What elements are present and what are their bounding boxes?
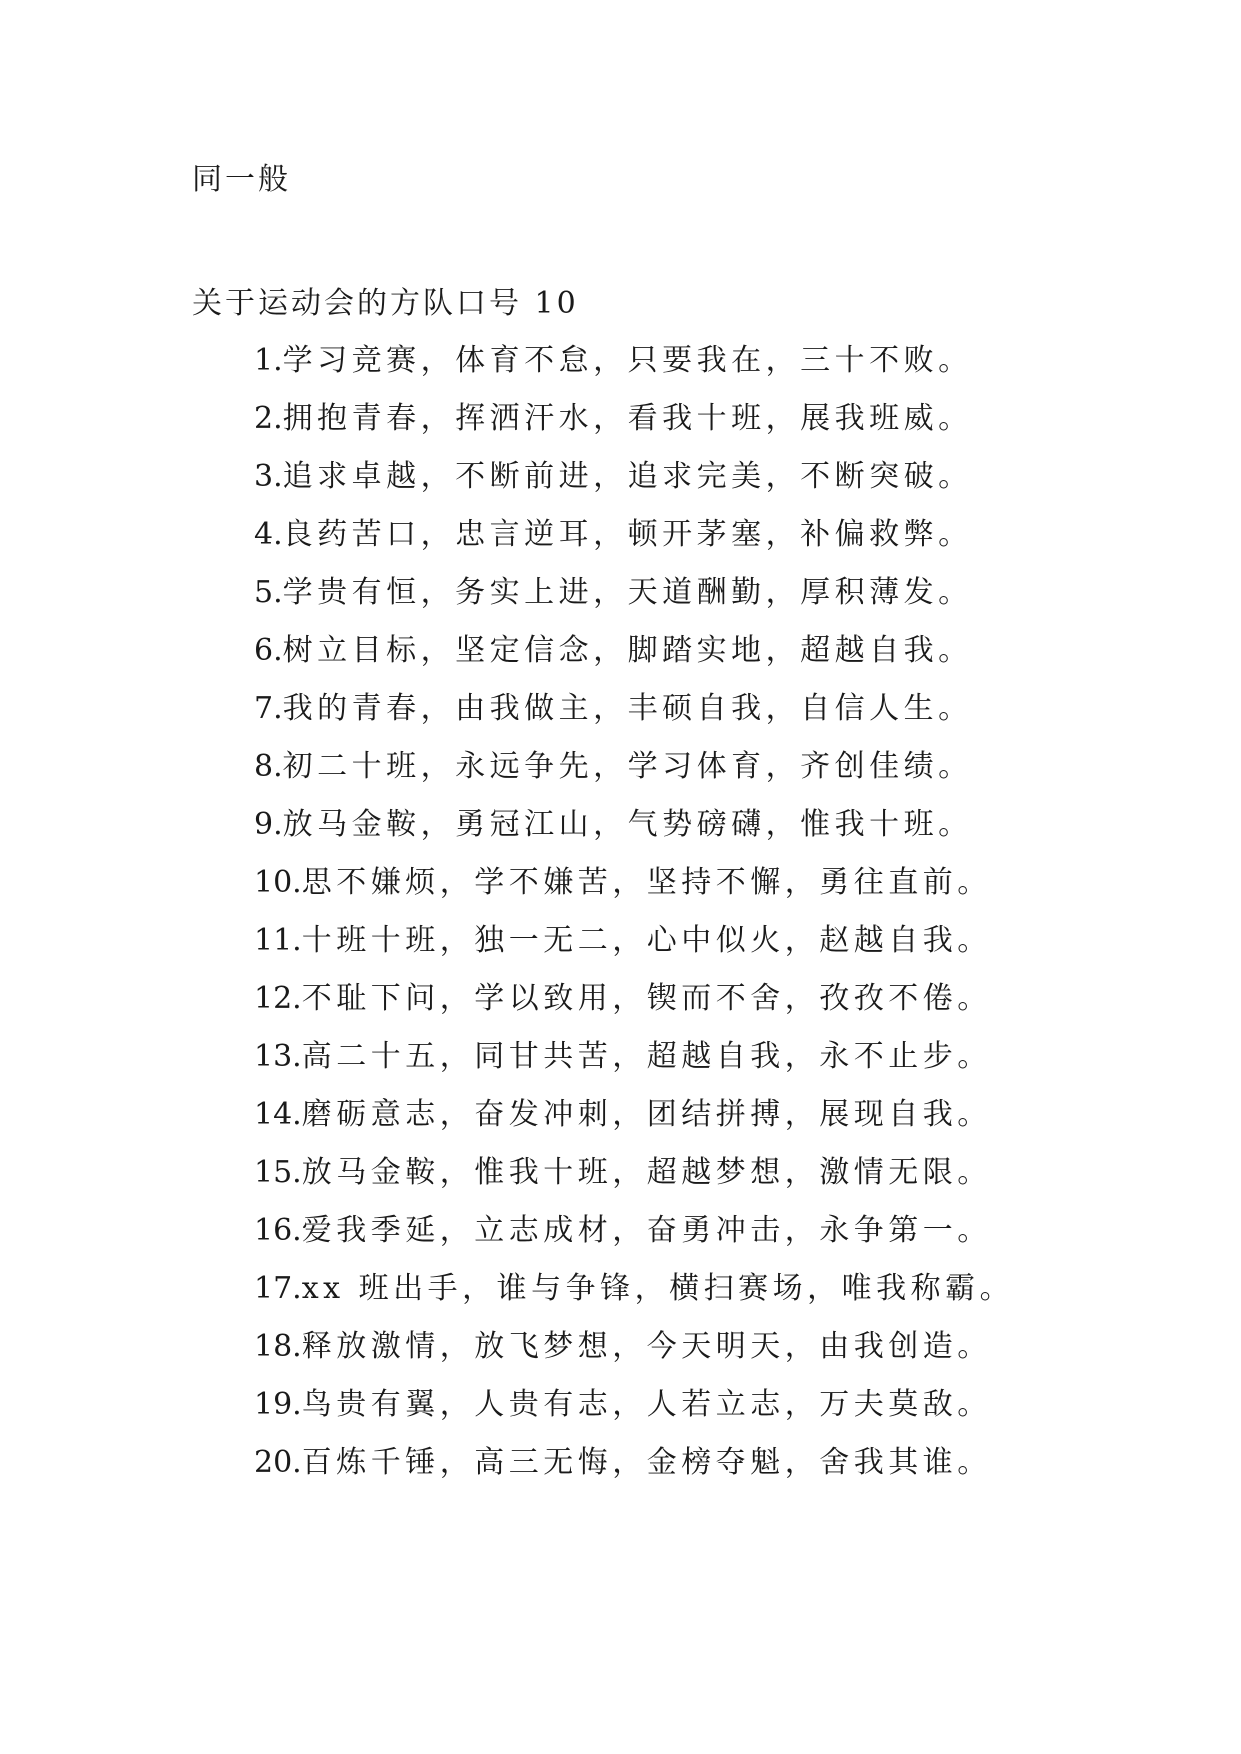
slogan-number: 8. [254, 749, 283, 784]
slogan-number: 10. [254, 865, 302, 900]
slogan-text: 不耻下问，学以致用，锲而不舍，孜孜不倦。 [301, 981, 992, 1016]
slogan-text: 高二十五，同甘共苦，超越自我，永不止步。 [301, 1039, 992, 1074]
slogan-text: 放马金鞍，惟我十班，超越梦想，激情无限。 [301, 1155, 992, 1190]
slogan-number: 17. [254, 1271, 302, 1306]
slogan-number: 20. [254, 1445, 302, 1480]
slogan-item [254, 575, 1014, 633]
slogan-item [254, 981, 1014, 1039]
slogan-text: 放马金鞍，勇冠江山，气势磅礴，惟我十班。 [282, 807, 973, 842]
slogan-item [254, 807, 1014, 865]
slogan-number: 12. [254, 981, 302, 1016]
slogan-text: 十班十班，独一无二，心中似火，赵越自我。 [301, 923, 992, 958]
slogan-number: 11. [254, 923, 302, 958]
slogan-text: 百炼千锤，高三无悔，金榜夺魁，舍我其谁。 [301, 1445, 992, 1480]
slogan-number: 16. [254, 1213, 302, 1248]
slogan-number: 13. [254, 1039, 302, 1074]
slogan-text: 我的青春，由我做主，丰硕自我，自信人生。 [282, 691, 973, 726]
slogan-item [254, 1329, 1014, 1387]
slogan-text: 学习竞赛，体育不怠，只要我在，三十不败。 [282, 343, 973, 378]
slogan-number: 7. [254, 691, 283, 726]
slogan-number: 3. [254, 459, 283, 494]
slogan-text: 拥抱青春，挥洒汗水，看我十班，展我班威。 [282, 401, 973, 436]
slogan-item [254, 1271, 1014, 1329]
slogan-item [254, 633, 1014, 691]
slogan-text: 释放激情，放飞梦想，今天明天，由我创造。 [301, 1329, 992, 1364]
slogan-item [254, 1445, 1014, 1503]
slogan-item [254, 459, 1014, 517]
slogan-item [254, 343, 1014, 401]
slogan-number: 6. [254, 633, 283, 668]
slogan-list [254, 343, 1014, 1503]
slogan-text: 思不嫌烦，学不嫌苦，坚持不懈，勇往直前。 [301, 865, 992, 900]
slogan-text: 鸟贵有翼，人贵有志，人若立志，万夫莫敌。 [301, 1387, 992, 1422]
slogan-item [254, 1213, 1014, 1271]
section-title: 关于运动会的方队口号 10 [192, 286, 579, 321]
slogan-item [254, 923, 1014, 981]
slogan-number: 4. [254, 517, 283, 552]
slogan-item [254, 865, 1014, 923]
continued-text: 同一般 [192, 162, 291, 197]
slogan-item [254, 517, 1014, 575]
slogan-item [254, 1155, 1014, 1213]
slogan-item [254, 1097, 1014, 1155]
slogan-item [254, 691, 1014, 749]
slogan-text: xx 班出手，谁与争锋，横扫赛场，唯我称霸。 [301, 1271, 1015, 1306]
slogan-item [254, 1039, 1014, 1097]
slogan-item [254, 401, 1014, 459]
slogan-item [254, 1387, 1014, 1445]
slogan-text: 爱我季延，立志成材，奋勇冲击，永争第一。 [301, 1213, 992, 1248]
slogan-number: 15. [254, 1155, 302, 1190]
slogan-text: 良药苦口，忠言逆耳，顿开茅塞，补偏救弊。 [282, 517, 973, 552]
slogan-number: 19. [254, 1387, 302, 1422]
slogan-number: 1. [254, 343, 283, 378]
slogan-text: 初二十班，永远争先，学习体育，齐创佳绩。 [282, 749, 973, 784]
slogan-number: 2. [254, 401, 283, 436]
slogan-number: 9. [254, 807, 283, 842]
slogan-text: 树立目标，坚定信念，脚踏实地，超越自我。 [282, 633, 973, 668]
slogan-text: 磨砺意志，奋发冲刺，团结拼搏，展现自我。 [301, 1097, 992, 1132]
slogan-number: 18. [254, 1329, 302, 1364]
slogan-item [254, 749, 1014, 807]
slogan-text: 学贵有恒，务实上进，天道酬勤，厚积薄发。 [282, 575, 973, 610]
slogan-number: 5. [254, 575, 283, 610]
slogan-number: 14. [254, 1097, 302, 1132]
slogan-text: 追求卓越，不断前进，追求完美，不断突破。 [282, 459, 973, 494]
